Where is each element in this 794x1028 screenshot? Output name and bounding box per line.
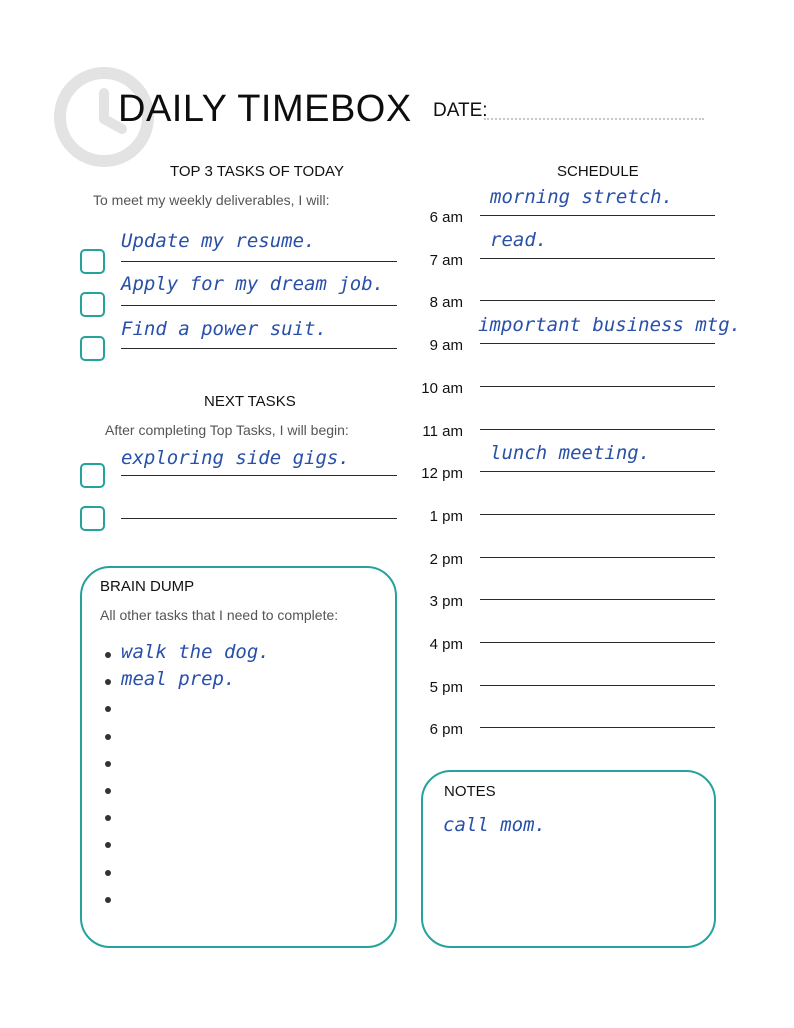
schedule-time: 3 pm (429, 593, 463, 611)
bullet-marker (105, 788, 111, 794)
schedule-time: 2 pm (429, 550, 463, 568)
task-checkbox[interactable] (80, 292, 105, 317)
schedule-time: 4 pm (429, 636, 463, 653)
schedule-line (480, 642, 715, 643)
schedule-line (480, 514, 715, 515)
schedule-time: 1 pm (429, 507, 463, 525)
schedule-time: 11 am (422, 422, 463, 440)
schedule-time: 8 am (429, 294, 463, 312)
task-text[interactable]: exploring side gigs. (121, 447, 350, 469)
schedule-time: 12 pm (421, 465, 463, 483)
schedule-time: 10 am (421, 379, 463, 397)
bullet-marker (105, 734, 111, 740)
next-tasks-subtext: After completing Top Tasks, I will begin: (105, 422, 349, 438)
task-text[interactable]: Update my resume. (121, 230, 316, 252)
notes-text[interactable]: call mom. (443, 814, 546, 836)
schedule-line (480, 343, 715, 344)
schedule-time: 6 pm (429, 721, 463, 739)
schedule-line (480, 300, 715, 301)
task-checkbox[interactable] (80, 249, 105, 274)
date-label: DATE: (433, 100, 488, 121)
task-line (121, 475, 397, 476)
schedule-entry[interactable]: morning stretch. (490, 186, 674, 208)
bullet-marker (105, 870, 111, 876)
schedule-line (480, 599, 715, 600)
task-line (121, 305, 397, 306)
bullet-marker (105, 761, 111, 767)
schedule-time: 5 pm (429, 678, 463, 696)
schedule-entry[interactable]: lunch meeting. (490, 442, 651, 465)
task-checkbox[interactable] (80, 506, 105, 531)
brain-dump-item[interactable]: walk the dog. (121, 641, 270, 663)
schedule-line (480, 258, 715, 259)
task-line (121, 348, 397, 349)
page-title: DAILY TIMEBOX (118, 88, 412, 130)
brain-dump-item[interactable]: meal prep. (121, 668, 236, 691)
task-checkbox[interactable] (80, 463, 105, 488)
date-field[interactable] (484, 118, 704, 120)
bullet-marker (105, 652, 111, 658)
task-text[interactable]: Find a power suit. (121, 318, 327, 340)
next-tasks-heading: NEXT TASKS (204, 393, 296, 410)
notes-heading: NOTES (444, 783, 496, 800)
schedule-line (480, 727, 715, 728)
schedule-time: 6 am (429, 209, 463, 226)
brain-dump-heading: BRAIN DUMP (100, 578, 195, 595)
schedule-line (480, 471, 715, 472)
schedule-line (480, 215, 715, 216)
brain-dump-subtext: All other tasks that I need to complete: (100, 607, 339, 623)
top-tasks-subtext: To meet my weekly deliverables, I will: (93, 192, 330, 208)
schedule-heading: SCHEDULE (557, 163, 639, 180)
task-line (121, 261, 397, 262)
bullet-marker (105, 897, 111, 903)
schedule-line (480, 685, 715, 686)
schedule-line (480, 386, 715, 387)
schedule-line (480, 429, 715, 430)
schedule-entry[interactable]: read. (490, 228, 548, 251)
schedule-entry[interactable]: important business mtg. (478, 314, 742, 337)
task-line (121, 518, 397, 519)
schedule-line (480, 557, 715, 558)
brain-dump-box (80, 566, 397, 948)
schedule-time: 9 am (429, 337, 463, 355)
top-tasks-heading: TOP 3 TASKS OF TODAY (170, 163, 344, 180)
task-text[interactable]: Apply for my dream job. (121, 273, 385, 295)
schedule-time: 7 am (429, 251, 463, 269)
task-checkbox[interactable] (80, 336, 105, 361)
